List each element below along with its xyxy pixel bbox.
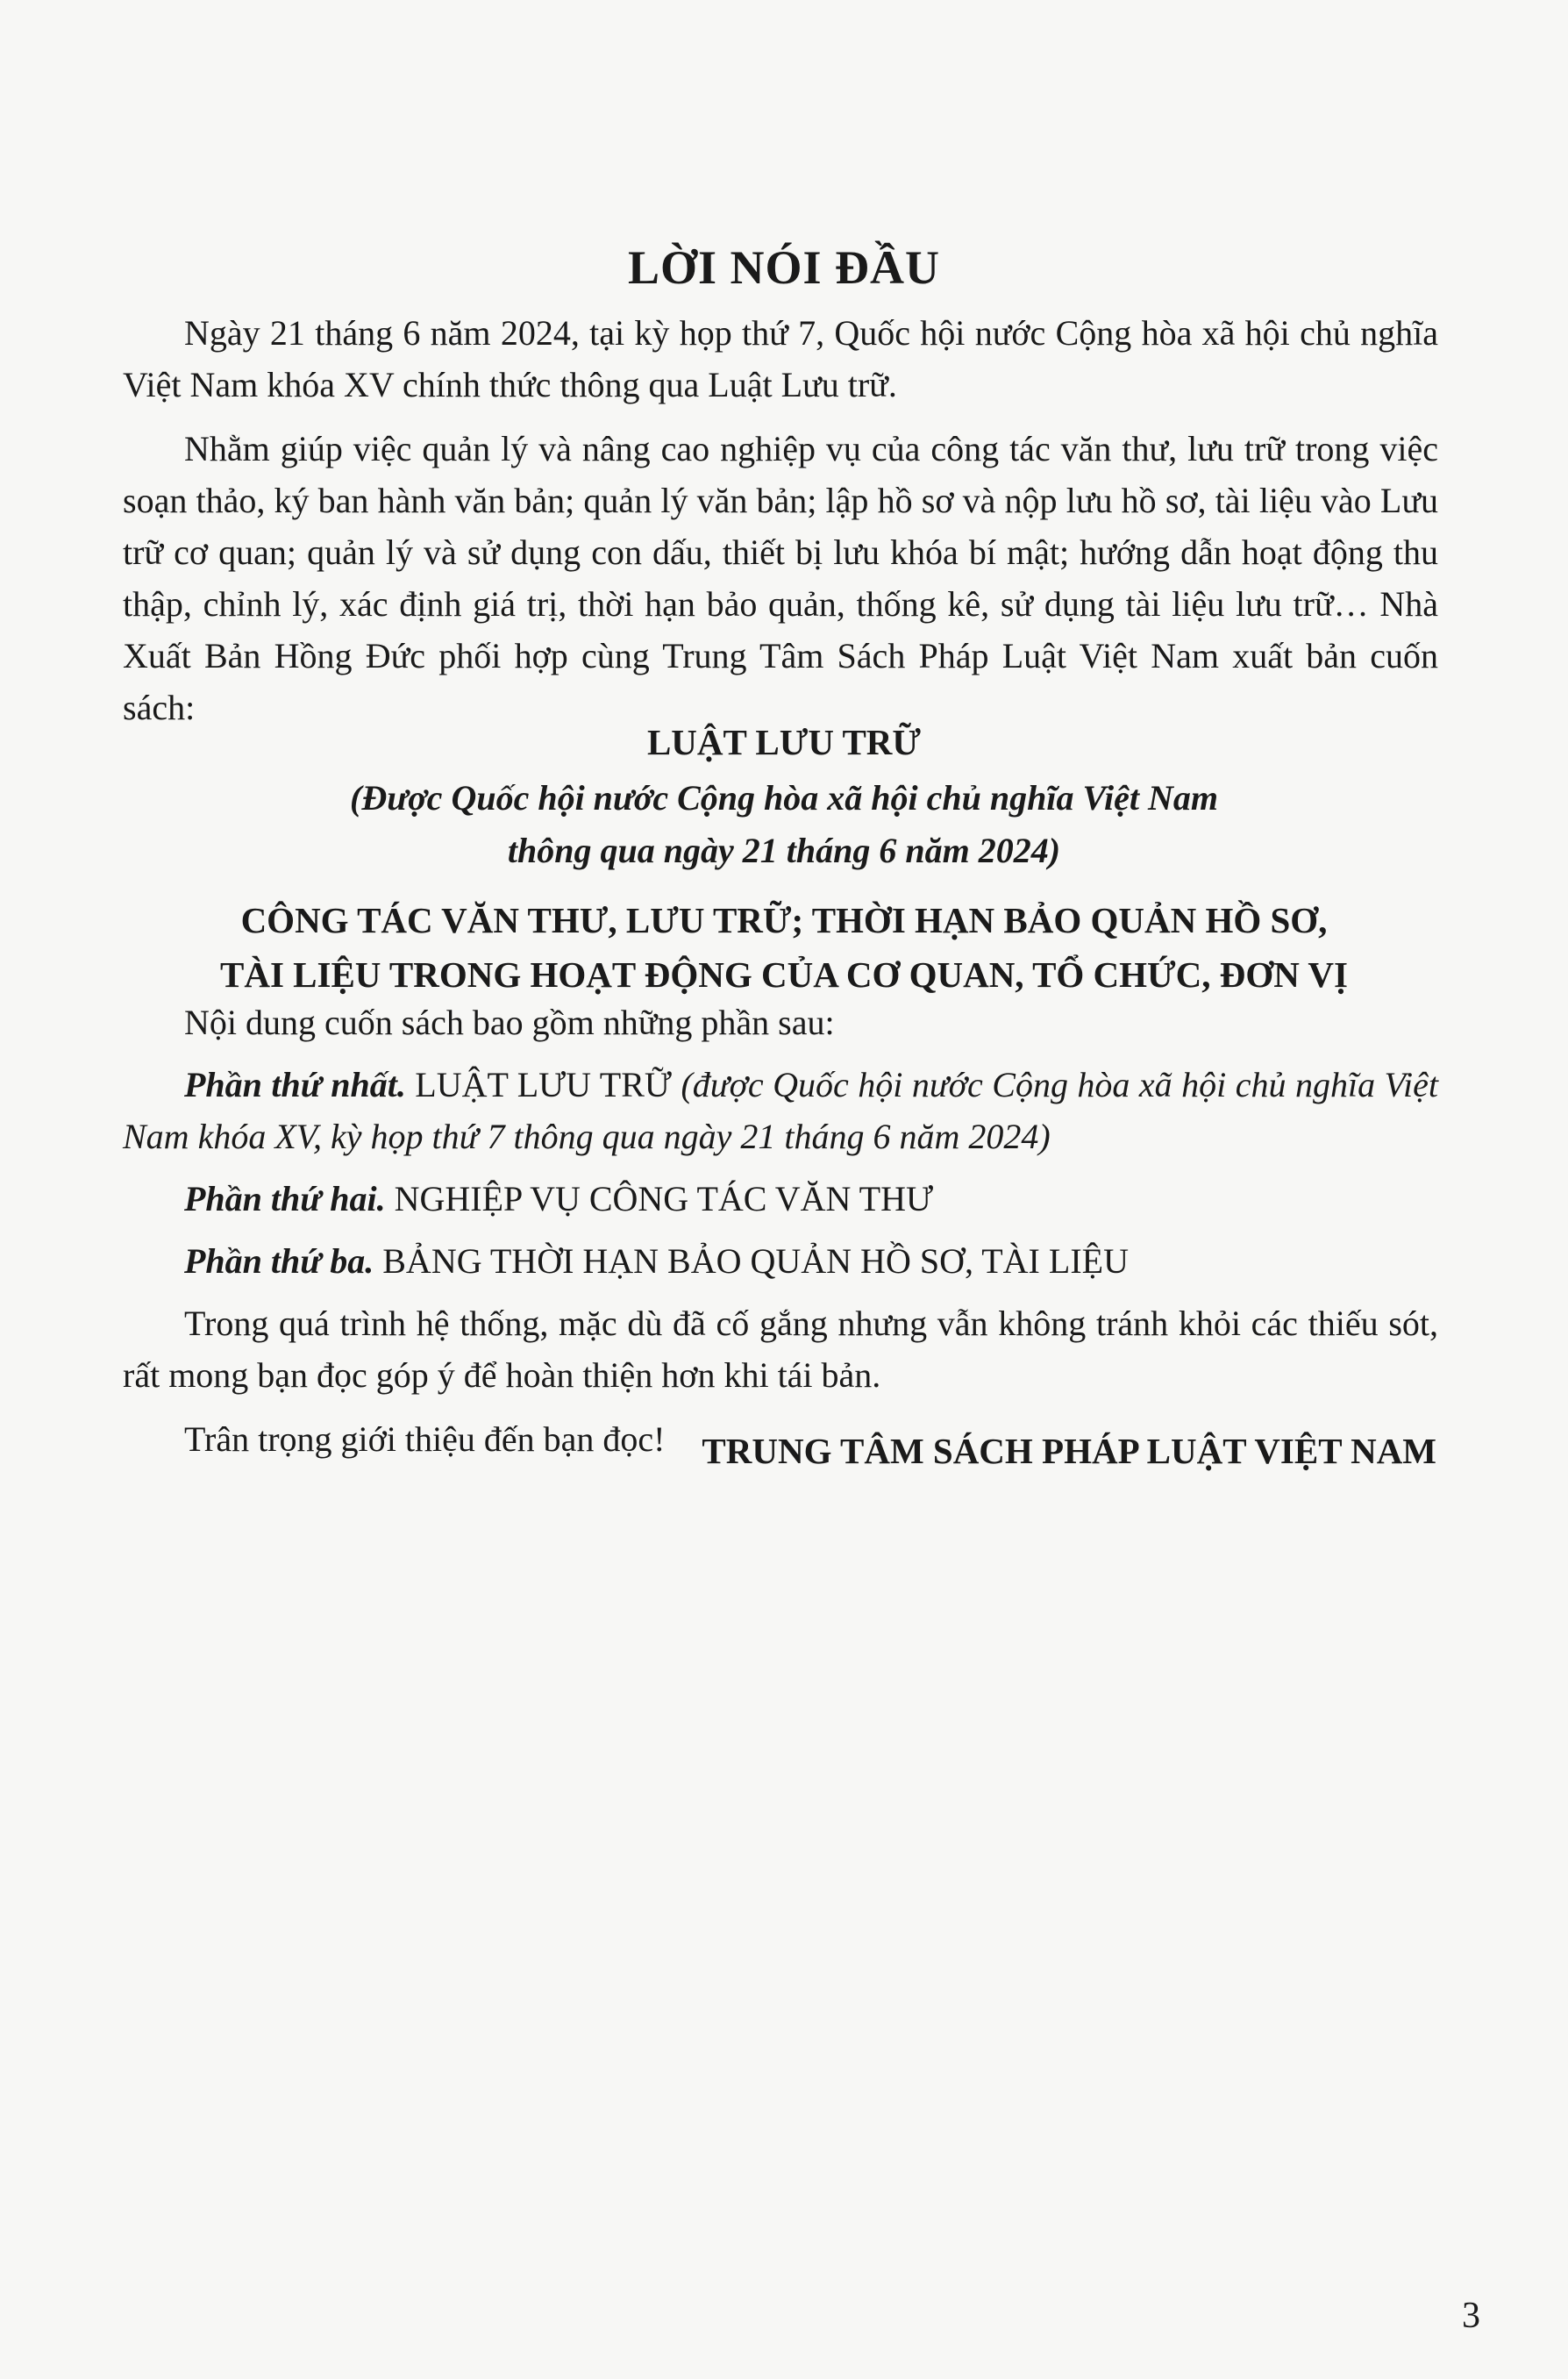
part-3-label: Phần thứ ba.	[184, 1241, 374, 1281]
part-1-text: LUẬT LƯU TRỮ	[415, 1065, 672, 1104]
contents-intro: Nội dung cuốn sách bao gồm những phần sau:	[184, 1003, 835, 1042]
part-1-label: Phần thứ nhất.	[184, 1065, 406, 1104]
signature: TRUNG TÂM SÁCH PHÁP LUẬT VIỆT NAM	[702, 1431, 1436, 1471]
book-subtitle-line-1: (Được Quốc hội nước Cộng hòa xã hội chủ nghĩa Việt Nam	[350, 778, 1218, 818]
book-topic-line-1: CÔNG TÁC VĂN THƯ, LƯU TRỮ; THỜI HẠN BẢO QUẢN HỒ SƠ,	[240, 900, 1328, 940]
page-title: LỜI NÓI ĐẦU	[627, 241, 941, 294]
book-topic	[0, 893, 1568, 1002]
part-1-note: (được Quốc hội nước Cộng hòa xã hội chủ nghĩa Việt Nam khóa XV, kỳ họp thứ 7 thông qua ngày 21 tháng 6 năm 2024)	[123, 1065, 1438, 1156]
closing-paragraph: Trong quá trình hệ thống, mặc dù đã cố gắng nhưng vẫn không tránh khỏi các thiếu sót, rất mong bạn đọc góp ý để hoàn thiện hơn khi tái bản.	[123, 1304, 1438, 1395]
part-2-label: Phần thứ hai.	[184, 1179, 386, 1218]
intro-block	[123, 307, 1438, 733]
contents-block	[123, 997, 1438, 1465]
closing-greeting: Trân trọng giới thiệu đến bạn đọc!	[184, 1419, 666, 1459]
book-title: LUẬT LƯU TRỮ	[646, 722, 922, 762]
book-subtitle	[0, 772, 1568, 877]
part-3	[123, 1235, 1438, 1287]
part-2	[123, 1173, 1438, 1225]
book-topic-line-2: TÀI LIỆU TRONG HOẠT ĐỘNG CỦA CƠ QUAN, TỔ CHỨC, ĐƠN VỊ	[220, 954, 1348, 995]
part-2-text: NGHIỆP VỤ CÔNG TÁC VĂN THƯ	[394, 1179, 934, 1218]
part-1	[123, 1059, 1438, 1162]
intro-paragraph-2: Nhằm giúp việc quản lý và nâng cao nghiệp vụ của công tác văn thư, lưu trữ trong việc soạn thảo, ký ban hành văn bản; quản lý văn bản; lập hồ sơ và nộp lưu hồ sơ, tài liệu vào Lưu trữ cơ quan; quản lý và sử dụng con dấu, thiết bị lưu khóa bí mật; hướng dẫn hoạt động thu thập, chỉnh lý, xác định giá trị, thời hạn bảo quản, thống kê, sử dụng tài liệu lưu trữ… Nhà Xuất Bản Hồng Đức phối hợp cùng Trung Tâm Sách Pháp Luật Việt Nam xuất bản cuốn sách:	[123, 429, 1438, 727]
intro-paragraph-1: Ngày 21 tháng 6 năm 2024, tại kỳ họp thứ 7, Quốc hội nước Cộng hòa xã hội chủ nghĩa Việt Nam khóa XV chính thức thông qua Luật Lưu trữ.	[123, 313, 1438, 404]
book-subtitle-line-2: thông qua ngày 21 tháng 6 năm 2024)	[507, 831, 1061, 870]
page-number: 3	[1462, 2296, 1480, 2336]
part-3-text: BẢNG THỜI HẠN BẢO QUẢN HỒ SƠ, TÀI LIỆU	[382, 1241, 1129, 1281]
